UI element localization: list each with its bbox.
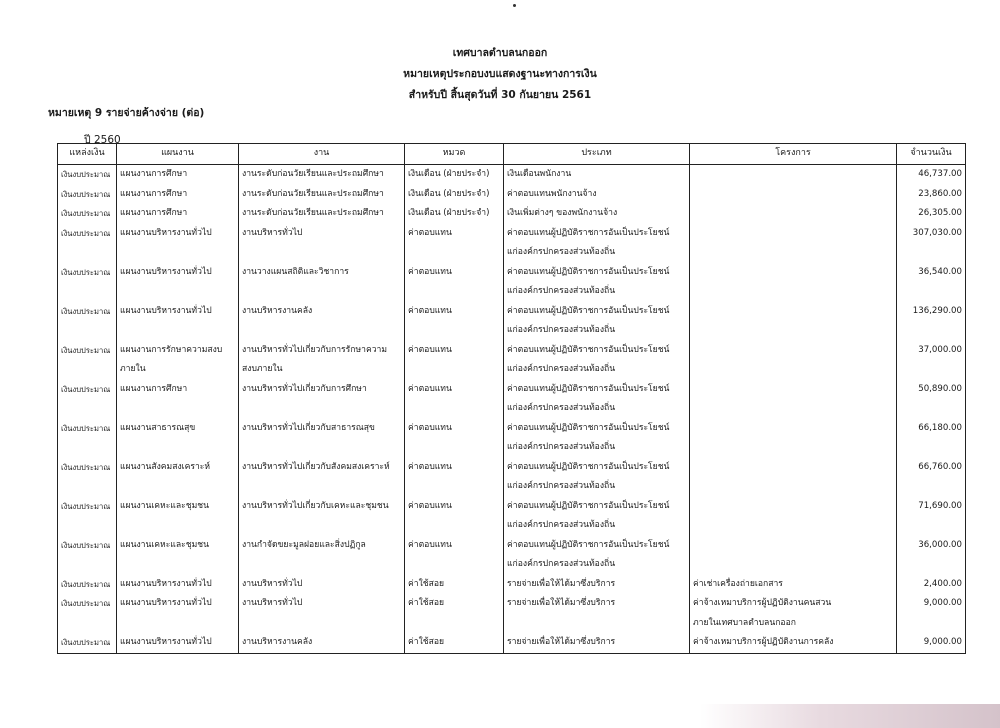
cell-work-line: งานบริหารทั่วไปเกี่ยวกับการศึกษา [242,383,367,394]
cell-project [690,497,897,536]
cell-type-line: ค่าตอบแทนผู้ปฏิบัติราชการอันเป็นประโยชน์ [507,461,670,472]
cell-type-line: รายจ่ายเพื่อให้ได้มาซึ่งบริการ [507,598,616,608]
cell-work [239,458,405,497]
cell-source [58,380,117,419]
cell-amount-text: 50,890.00 [918,383,962,394]
cell-amount-text: 37,000.00 [918,344,962,355]
table-row [58,341,966,380]
cell-source-text: เงินงบประมาณ [61,540,111,550]
cell-project [690,633,897,653]
cell-plan [117,302,239,341]
cell-amount [897,341,966,380]
cell-type-line: ค่าตอบแทนผู้ปฏิบัติราชการอันเป็นประโยชน์ [507,227,670,238]
cell-category-text: เงินเดือน (ฝ่ายประจำ) [408,208,490,218]
cell-source [58,204,117,224]
cell-source [58,497,117,536]
cell-work [239,204,405,224]
cell-project [690,536,897,575]
cell-amount [897,165,966,185]
cell-type-line: แก่องค์กรปกครองส่วนท้องถิ่น [507,559,616,569]
cell-amount [897,594,966,633]
cell-source [58,302,117,341]
cell-type-line: ค่าตอบแทนผู้ปฏิบัติราชการอันเป็นประโยชน์ [507,539,670,550]
cell-category [405,497,504,536]
cell-work-line: งานวางแผนสถิติและวิชาการ [242,266,349,277]
cell-amount-text: 66,180.00 [918,422,962,433]
accrued-expenses-table [57,143,966,654]
cell-source-text: เงินงบประมาณ [61,345,111,355]
cell-plan [117,419,239,458]
cell-work [239,633,405,653]
cell-category [405,224,504,263]
cell-plan-line: แผนงานการรักษาความสงบ [120,344,223,355]
cell-amount [897,458,966,497]
cell-category [405,204,504,224]
cell-work-line: งานบริหารทั่วไป [242,578,303,589]
cell-work [239,594,405,633]
cell-type-line: ค่าตอบแทนพนักงานจ้าง [507,188,597,199]
cell-category-text: ค่าตอบแทน [408,383,452,394]
cell-category-text: เงินเดือน (ฝ่ายประจำ) [408,169,490,179]
cell-amount-text: 46,737.00 [918,169,962,179]
cell-plan-line: แผนงานบริหารงานทั่วไป [120,227,212,238]
cell-category-text: ค่าใช้สอย [408,598,445,608]
cell-type-line: แก่องค์กรปกครองส่วนท้องถิ่น [507,442,616,452]
cell-category-text: ค่าตอบแทน [408,422,452,433]
cell-amount [897,419,966,458]
cell-category-text: ค่าตอบแทน [408,266,452,277]
table-row [58,204,966,224]
cell-type-line: ค่าตอบแทนผู้ปฏิบัติราชการอันเป็นประโยชน์ [507,266,670,277]
cell-category [405,380,504,419]
scan-speck [513,4,516,7]
cell-category [405,594,504,633]
cell-source [58,263,117,302]
cell-category [405,458,504,497]
cell-work [239,263,405,302]
table-header-row [58,144,966,165]
cell-plan-line: แผนงานสังคมสงเคราะห์ [120,461,211,472]
cell-category-text: ค่าตอบแทน [408,344,452,355]
cell-work-line: สงบภายใน [242,364,283,374]
cell-category-text: เงินเดือน (ฝ่ายประจำ) [408,188,490,199]
cell-amount-text: 23,860.00 [918,188,962,199]
cell-project-line: ค่าจ้างเหมาบริการผู้ปฏิบัติงานการคลัง [693,637,834,647]
cell-work-line: งานบริหารทั่วไป [242,598,303,608]
col-header-work: งาน [239,144,405,165]
cell-type [504,633,690,653]
cell-work-line: งานบริหารทั่วไปเกี่ยวกับสังคมสงเคราะห์ [242,461,390,472]
cell-plan [117,497,239,536]
cell-amount-text: 2,400.00 [923,578,962,589]
cell-type-line: ค่าตอบแทนผู้ปฏิบัติราชการอันเป็นประโยชน์ [507,500,670,511]
cell-type [504,575,690,595]
cell-project [690,380,897,419]
cell-source [58,633,117,653]
cell-work-line: งานระดับก่อนวัยเรียนและประถมศึกษา [242,169,384,179]
table-row [58,536,966,575]
cell-category [405,263,504,302]
cell-work [239,165,405,185]
cell-plan [117,458,239,497]
cell-source [58,458,117,497]
cell-plan [117,263,239,302]
document-title: หมายเหตุประกอบงบแสดงฐานะทางการเงิน [403,68,597,80]
cell-plan-line: แผนงานเคหะและชุมชน [120,500,209,511]
col-header-project: โครงการ [690,144,897,165]
cell-plan-line: แผนงานเคหะและชุมชน [120,539,209,550]
cell-plan [117,536,239,575]
cell-category [405,419,504,458]
table-row [58,165,966,185]
cell-type-line: แก่องค์กรปกครองส่วนท้องถิ่น [507,520,616,530]
cell-source [58,165,117,185]
cell-work [239,341,405,380]
cell-work [239,224,405,263]
cell-type-line: เงินเดือนพนักงาน [507,169,572,179]
table-row [58,594,966,633]
cell-category [405,633,504,653]
cell-amount [897,302,966,341]
cell-type-line: แก่องค์กรปกครองส่วนท้องถิ่น [507,481,616,491]
cell-source-text: เงินงบประมาณ [61,501,111,511]
cell-amount-text: 9,000.00 [923,637,962,647]
col-header-amount: จำนวนเงิน [897,144,966,165]
cell-category [405,185,504,205]
cell-source-text: เงินงบประมาณ [61,579,111,589]
cell-plan [117,224,239,263]
cell-work-line: งานบริหารงานคลัง [242,305,313,316]
cell-work-line: งานกำจัดขยะมูลฝอยและสิ่งปฏิกูล [242,539,366,550]
cell-category-text: ค่าตอบแทน [408,539,452,550]
cell-type [504,224,690,263]
cell-type [504,185,690,205]
cell-plan-line: แผนงานบริหารงานทั่วไป [120,266,212,277]
cell-type-line: เงินเพิ่มต่างๆ ของพนักงานจ้าง [507,208,618,218]
cell-type-line: รายจ่ายเพื่อให้ได้มาซึ่งบริการ [507,578,616,589]
cell-category [405,341,504,380]
cell-type-line: แก่องค์กรปกครองส่วนท้องถิ่น [507,325,616,335]
cell-source-text: เงินงบประมาณ [61,306,111,316]
table-row [58,458,966,497]
cell-project [690,263,897,302]
cell-type [504,302,690,341]
cell-plan [117,380,239,419]
cell-type-line: แก่องค์กรปกครองส่วนท้องถิ่น [507,286,616,296]
cell-work-line: งานบริหารงานคลัง [242,637,313,647]
cell-category [405,302,504,341]
cell-plan [117,575,239,595]
cell-work-line: งานระดับก่อนวัยเรียนและประถมศึกษา [242,188,384,199]
cell-source-text: เงินงบประมาณ [61,189,111,199]
cell-type [504,341,690,380]
cell-work [239,536,405,575]
cell-category [405,165,504,185]
cell-amount [897,575,966,595]
cell-plan-line: แผนงานการศึกษา [120,169,188,179]
cell-plan-line: แผนงานการศึกษา [120,383,188,394]
cell-source-text: เงินงบประมาณ [61,170,111,179]
cell-type-line: ค่าตอบแทนผู้ปฏิบัติราชการอันเป็นประโยชน์ [507,344,670,355]
cell-work [239,497,405,536]
cell-source-text: เงินงบประมาณ [61,599,111,608]
cell-plan-line: แผนงานบริหารงานทั่วไป [120,578,212,589]
cell-category-text: ค่าใช้สอย [408,637,445,647]
cell-project [690,575,897,595]
table-row [58,575,966,595]
table-row [58,263,966,302]
cell-amount [897,185,966,205]
cell-plan [117,341,239,380]
cell-type-line: แก่องค์กรปกครองส่วนท้องถิ่น [507,364,616,374]
col-header-type: ประเภท [504,144,690,165]
cell-plan-line: ภายใน [120,364,146,374]
cell-project-line: ภายในเทศบาลตำบลนกออก [693,617,796,628]
cell-amount [897,224,966,263]
cell-work [239,575,405,595]
cell-type [504,497,690,536]
cell-source [58,536,117,575]
cell-amount-text: 36,540.00 [918,266,962,277]
cell-source-text: เงินงบประมาณ [61,638,111,647]
cell-project-line: ค่าจ้างเหมาบริการผู้ปฏิบัติงานคนสวน [693,598,832,608]
scan-edge-stripe [700,704,1000,728]
cell-category-text: ค่าตอบแทน [408,305,452,316]
cell-work-line: งานบริหารทั่วไป [242,227,303,238]
cell-type [504,165,690,185]
cell-plan [117,594,239,633]
cell-plan-line: แผนงานการศึกษา [120,188,188,199]
cell-amount [897,497,966,536]
cell-category-text: ค่าตอบแทน [408,500,452,511]
col-header-plan: แผนงาน [117,144,239,165]
table-row [58,633,966,653]
cell-type-line: ค่าตอบแทนผู้ปฏิบัติราชการอันเป็นประโยชน์ [507,305,670,316]
cell-type [504,204,690,224]
cell-plan-line: แผนงานสาธารณสุข [120,422,196,433]
table-row [58,302,966,341]
cell-type-line: แก่องค์กรปกครองส่วนท้องถิ่น [507,403,616,413]
cell-category-text: ค่าตอบแทน [408,461,452,472]
cell-source-text: เงินงบประมาณ [61,228,111,238]
org-name: เทศบาลตำบลนกออก [452,47,548,59]
cell-project-line: ค่าเช่าเครื่องถ่ายเอกสาร [693,578,783,589]
cell-project [690,594,897,633]
cell-amount [897,380,966,419]
cell-work [239,302,405,341]
cell-amount-text: 9,000.00 [923,598,962,608]
cell-project [690,185,897,205]
cell-work-line: งานบริหารทั่วไปเกี่ยวกับสาธารณสุข [242,422,375,433]
cell-type-line: ค่าตอบแทนผู้ปฏิบัติราชการอันเป็นประโยชน์ [507,383,670,394]
cell-project [690,165,897,185]
cell-source [58,341,117,380]
year-label: ปี 2560 [84,134,121,146]
document-period: สำหรับปี สิ้นสุดวันที่ 30 กันยายน 2561 [408,89,592,101]
note-title: หมายเหตุ 9 รายจ่ายค้างจ่าย (ต่อ) [48,107,205,119]
cell-source [58,419,117,458]
cell-plan [117,633,239,653]
cell-source-text: เงินงบประมาณ [61,462,111,472]
cell-project [690,458,897,497]
cell-amount [897,633,966,653]
cell-plan-line: แผนงานการศึกษา [120,208,188,218]
cell-source-text: เงินงบประมาณ [61,209,111,218]
cell-type [504,263,690,302]
cell-amount-text: 36,000.00 [918,539,962,550]
cell-project [690,302,897,341]
cell-plan [117,165,239,185]
cell-category [405,536,504,575]
cell-work [239,380,405,419]
cell-plan [117,204,239,224]
cell-amount-text: 66,760.00 [918,461,962,472]
cell-plan-line: แผนงานบริหารงานทั่วไป [120,637,212,647]
cell-source-text: เงินงบประมาณ [61,423,111,433]
cell-project [690,224,897,263]
col-header-source: แหล่งเงิน [58,144,117,165]
cell-amount [897,263,966,302]
cell-category-text: ค่าตอบแทน [408,227,452,238]
cell-work-line: งานบริหารทั่วไปเกี่ยวกับการรักษาความ [242,344,388,355]
cell-work [239,419,405,458]
cell-project [690,419,897,458]
cell-work [239,185,405,205]
cell-type [504,380,690,419]
cell-source-text: เงินงบประมาณ [61,384,111,394]
cell-source [58,185,117,205]
cell-type-line: รายจ่ายเพื่อให้ได้มาซึ่งบริการ [507,637,616,647]
cell-plan-line: แผนงานบริหารงานทั่วไป [120,305,212,316]
cell-amount-text: 307,030.00 [912,227,962,238]
cell-amount-text: 71,690.00 [918,500,962,511]
cell-amount [897,204,966,224]
cell-amount-text: 136,290.00 [912,305,962,316]
table-row [58,185,966,205]
cell-amount [897,536,966,575]
cell-source [58,224,117,263]
cell-amount-text: 26,305.00 [918,208,962,218]
cell-type [504,458,690,497]
cell-category-text: ค่าใช้สอย [408,578,445,589]
cell-source [58,594,117,633]
cell-source-text: เงินงบประมาณ [61,267,111,277]
cell-type [504,536,690,575]
cell-work-line: งานระดับก่อนวัยเรียนและประถมศึกษา [242,208,384,218]
cell-work-line: งานบริหารทั่วไปเกี่ยวกับเคหะและชุมชน [242,500,389,511]
cell-source [58,575,117,595]
cell-plan-line: แผนงานบริหารงานทั่วไป [120,598,212,608]
cell-type [504,419,690,458]
table-row [58,419,966,458]
cell-category [405,575,504,595]
table-row [58,497,966,536]
cell-plan [117,185,239,205]
cell-type-line: ค่าตอบแทนผู้ปฏิบัติราชการอันเป็นประโยชน์ [507,422,670,433]
cell-type-line: แก่องค์กรปกครองส่วนท้องถิ่น [507,247,616,257]
table-row [58,224,966,263]
cell-type [504,594,690,633]
table-row [58,380,966,419]
col-header-category: หมวด [405,144,504,165]
cell-project [690,341,897,380]
cell-project [690,204,897,224]
